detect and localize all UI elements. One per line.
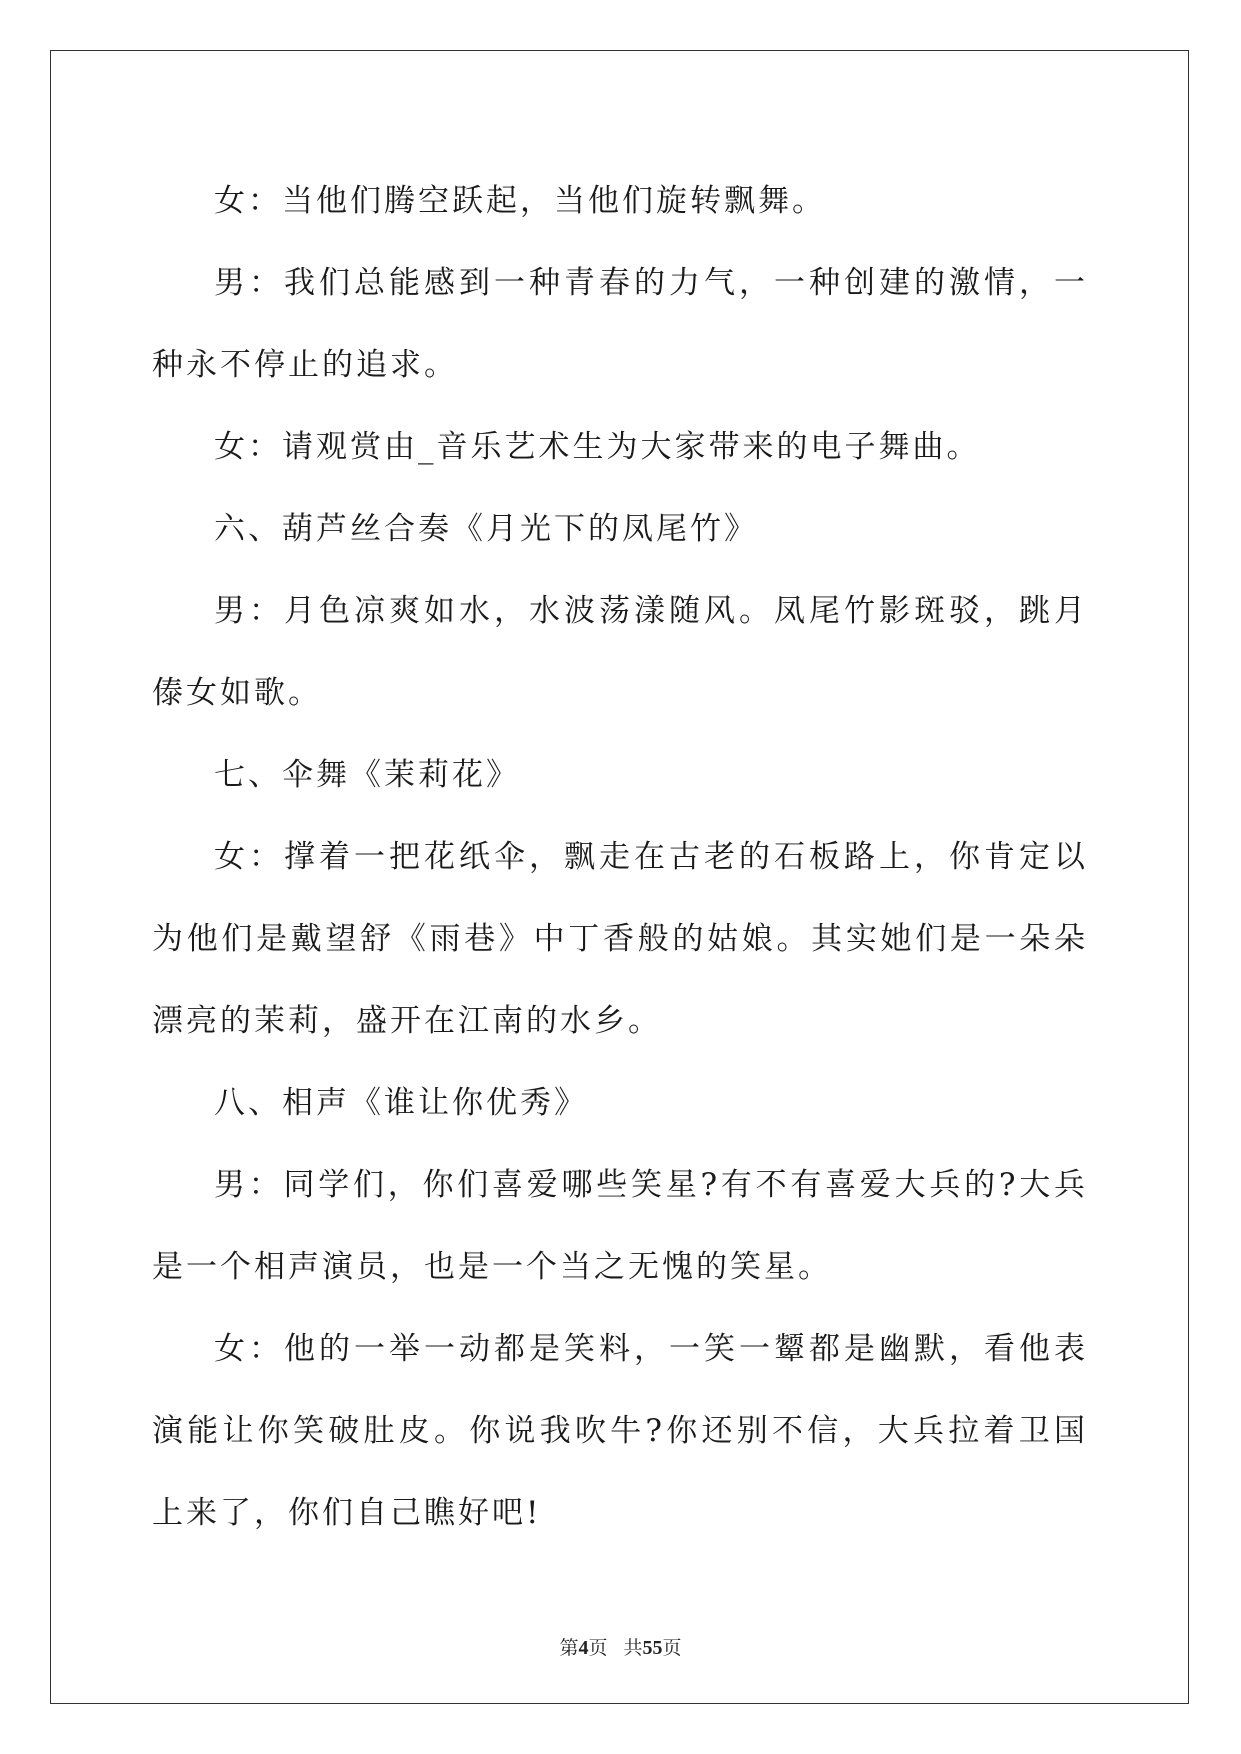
total-prefix: 共	[623, 1637, 643, 1659]
page-prefix: 第	[559, 1637, 579, 1659]
document-body	[152, 160, 1088, 1554]
section-heading: 七、伞舞《茉莉花》	[214, 757, 520, 793]
paragraph: 女：他的一举一动都是笑料，一笑一颦都是幽默，看他表演能让你笑破肚皮。你说我吹牛?你还别不信，大兵拉着卫国上来了，你们自己瞧好吧!	[152, 1331, 1088, 1531]
page-suffix: 页	[588, 1637, 608, 1659]
paragraph: 男：同学们，你们喜爱哪些笑星?有不有喜爱大兵的?大兵是一个相声演员，也是一个当之无愧的笑星。	[152, 1167, 1088, 1285]
paragraph: 女：请观赏由_音乐艺术生为大家带来的电子舞曲。	[214, 429, 981, 465]
paragraph: 男：我们总能感到一种青春的力气，一种创建的激情，一种永不停止的追求。	[152, 265, 1088, 383]
section-heading: 六、葫芦丝合奏《月光下的凤尾竹》	[214, 511, 758, 547]
page-footer	[0, 1634, 1241, 1662]
total-pages: 55	[642, 1637, 663, 1659]
section-heading: 八、相声《谁让你优秀》	[214, 1085, 588, 1121]
total-suffix: 页	[662, 1637, 682, 1659]
paragraph: 女：当他们腾空跃起，当他们旋转飘舞。	[214, 183, 826, 219]
paragraph: 女：撑着一把花纸伞，飘走在古老的石板路上，你肯定以为他们是戴望舒《雨巷》中丁香般的姑娘。其实她们是一朵朵漂亮的茉莉，盛开在江南的水乡。	[152, 839, 1088, 1039]
page-number: 4	[578, 1637, 589, 1659]
paragraph: 男：月色凉爽如水，水波荡漾随风。凤尾竹影斑驳，跳月傣女如歌。	[152, 593, 1088, 711]
